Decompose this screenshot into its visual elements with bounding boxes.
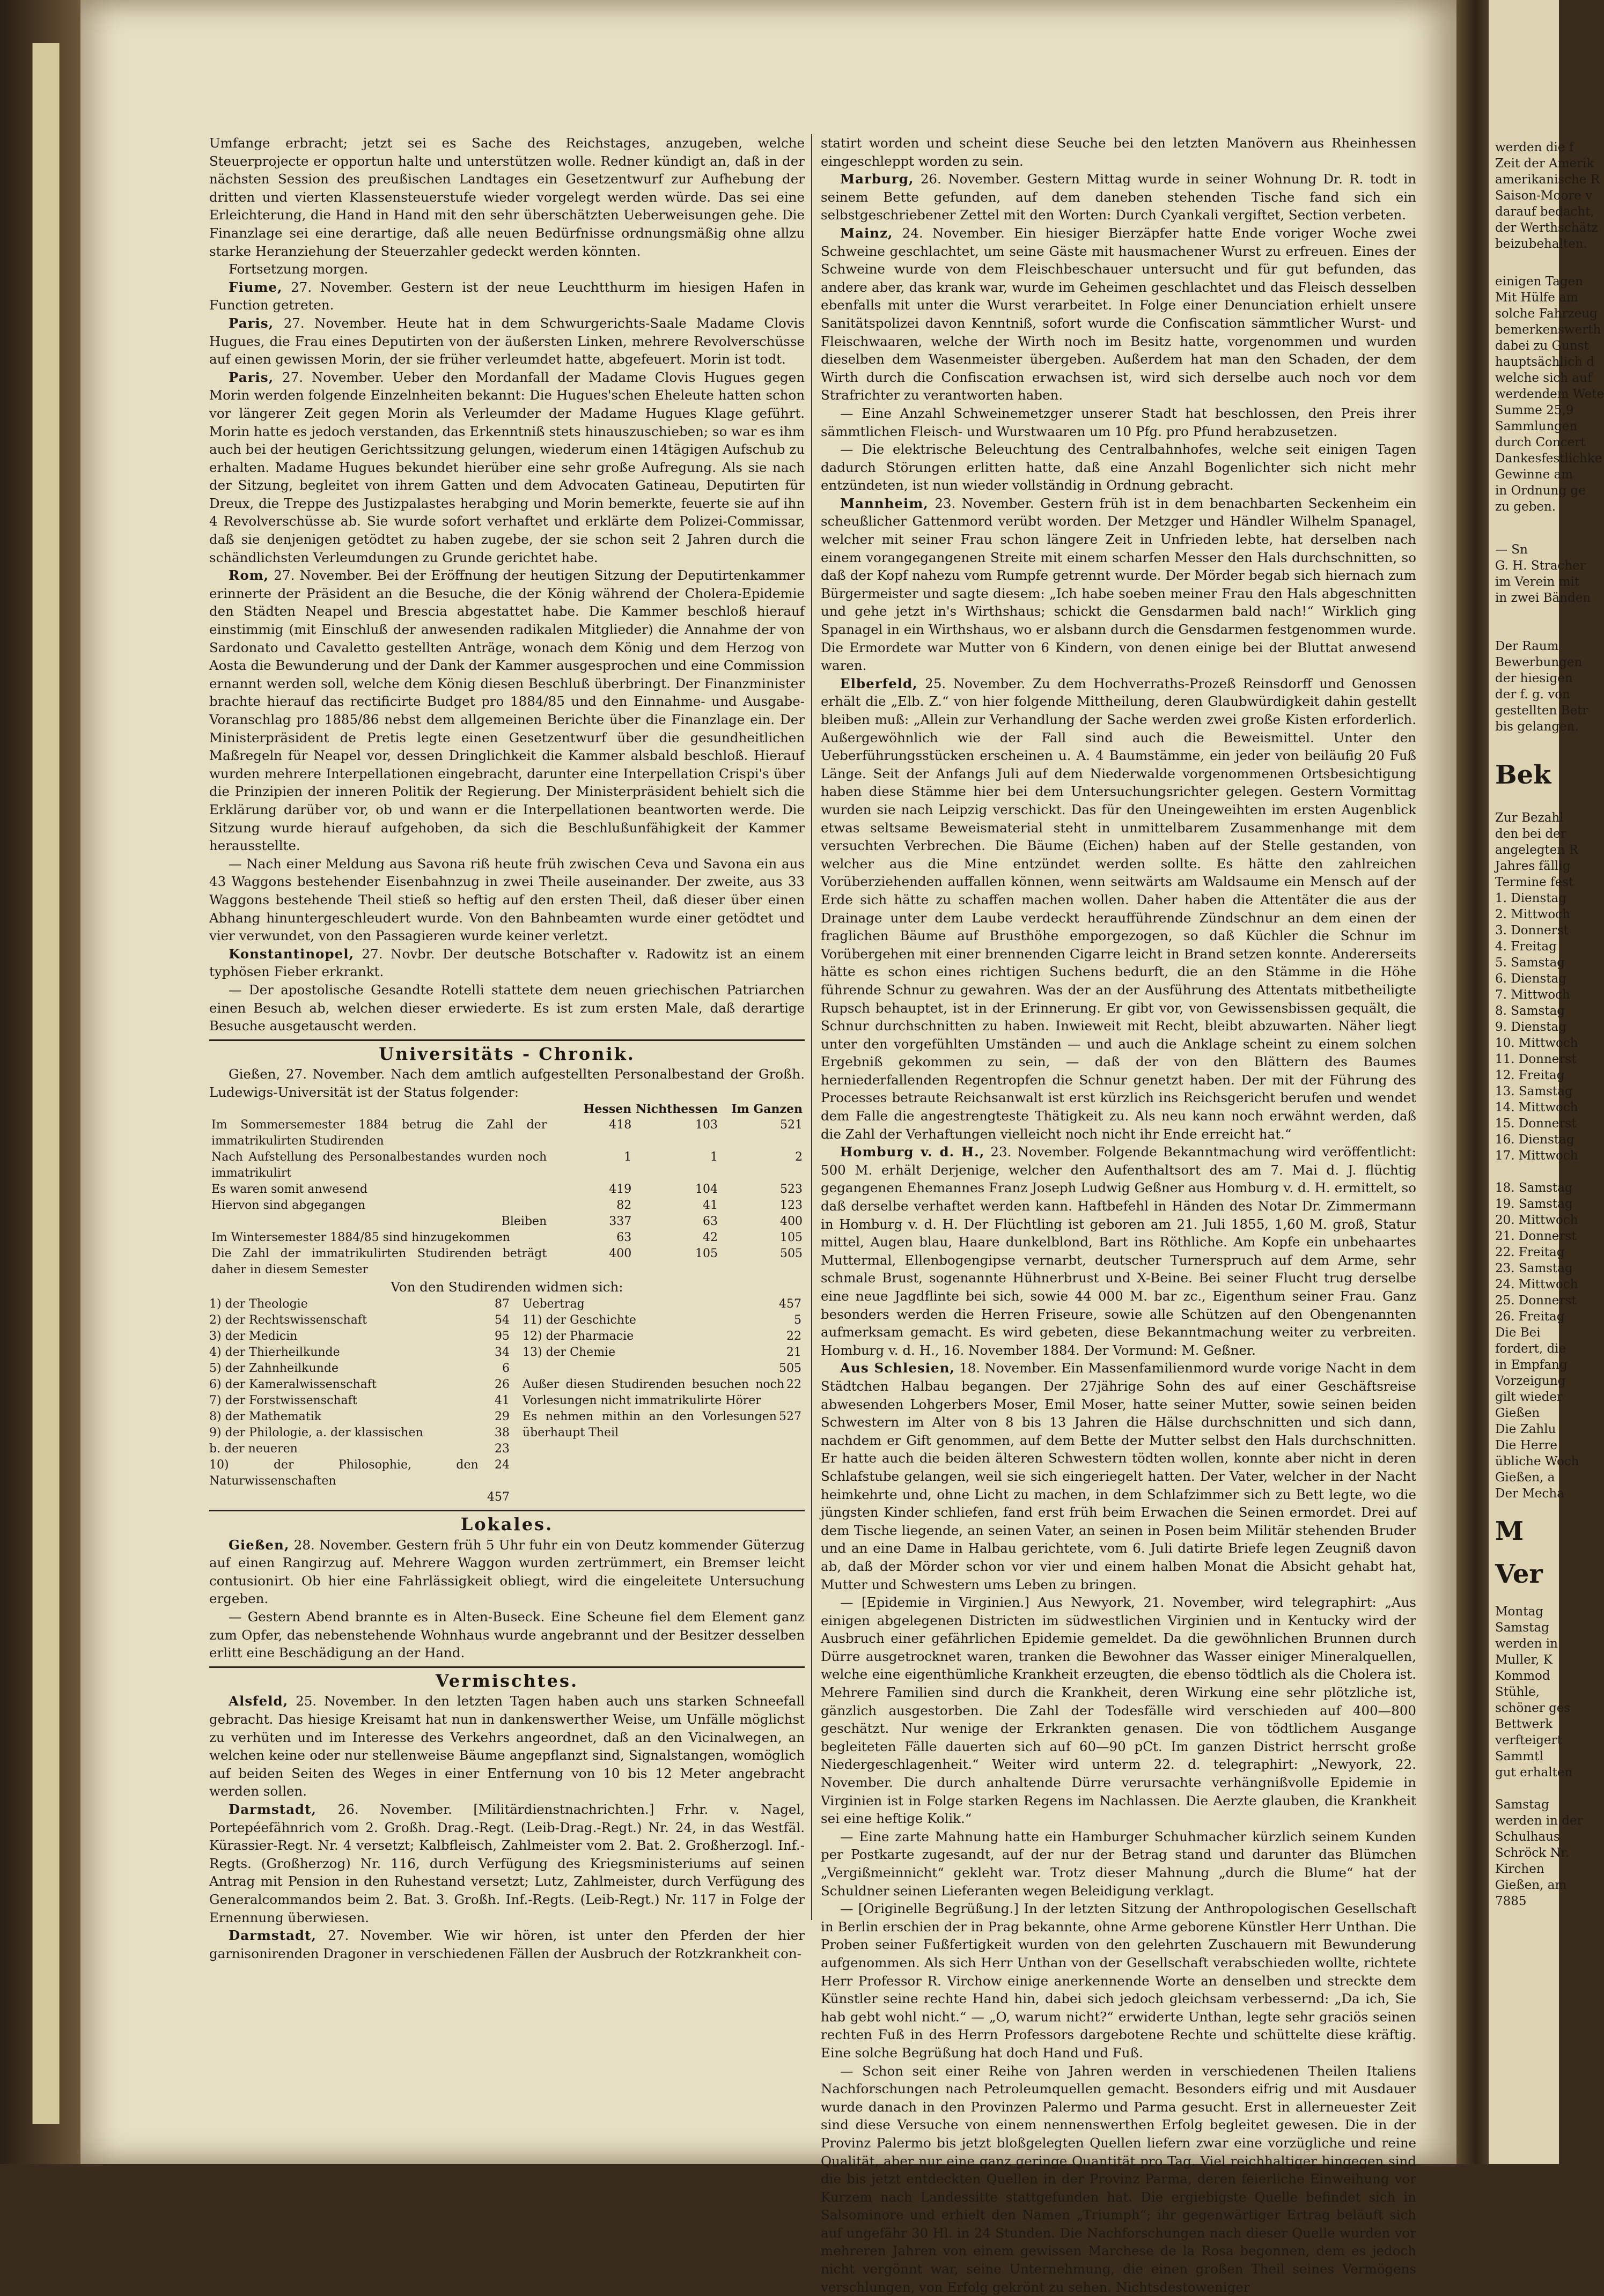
- article-text: 24. November. Ein hiesiger Bierzäpfer hatte Ende voriger Woche zwei Schweine geschlachtet, um seine Gäste mit hausmachener Wurst zu erfreuen. Eines der Schweine wurde von dem Fleischbeschauer untersucht und für gut befunden, das andere aber, das krank war, wurde im Geheimen geschlachtet und das Fleisch desselben ebenfalls mit unter die Wurst verarbeitet. In Folge einer Denunciation erhielt unsere Sanitätspolizei davon Kenntniß, sofort wurde die Confiscation sämmtlicher Wurst- und Fleischwaaren, welche der Wirth noch im Besitz hatte, vorgenommen und wurden dieselben dem Wasenmeister übergeben. Außerdem hat man den Schaden, der dem Wirth durch die Confiscation erwachsen ist, wird sich derselbe auch noch vor dem Strafrichter zu verantworten haben.: [821, 225, 1416, 403]
- adjacent-page-line: Samstag: [1495, 1621, 1549, 1635]
- dateline-place: Konstantinopel,: [229, 946, 355, 962]
- misc-news-paragraph: [209, 1926, 805, 1962]
- faculty-row: [209, 1441, 510, 1457]
- article-text: — Die elektrische Beleuchtung des Centralbahnhofes, welche seit einigen Tagen dadurch Störungen erlitten hatte, daß eine Anzahl Bogenlichter sich nicht mehr entzündeten, ist nun wieder vollständig in Ordnung gebracht.: [821, 441, 1416, 493]
- adjacent-page-line: 10. Mittwoch: [1495, 1036, 1578, 1050]
- row-value: 505: [780, 1247, 803, 1261]
- article-paragraph: [821, 170, 1416, 224]
- adjacent-page-line: Summe 25,9: [1495, 403, 1574, 417]
- adjacent-page-line: 18. Samstag: [1495, 1181, 1573, 1195]
- article-text: 23. November. Gestern früh ist in dem benachbarten Seckenheim ein scheußlicher Gattenmord verübt worden. Der Metzger und Händler Wilhelm Spanagel, welcher mit seiner Frau schon längere Zeit in Unfrieden lebte, hat derselben nach einem vorangegangenen Streite mit einem scharfen Messer den Hals durchschnitten, so daß der Kopf nahezu vom Rumpfe getrennt wurde. Der Mörder begab sich hiernach zum Bürgermeister und sagte diesem: „Ich habe soeben meiner Frau den Hals abgeschnitten und gehe jetzt in's Wirthshaus; schickt die Gensdarmen bald nach!“ Wirklich ging Spanagel in ein Wirthshaus, wo er alsbann durch die Gensdarmen festgenommen wurde. Die Ermordete war Mutter von 6 Kindern, von denen einige bei der Bluttat anwesend waren.: [821, 495, 1416, 674]
- adjacent-page-line: Muller, K: [1495, 1653, 1553, 1667]
- article-text: 28. November. Gestern früh 5 Uhr fuhr ein von Deutz kommender Güterzug auf einen Rangirzug auf. Mehrere Waggon wurden zertrümmert, ein Bremser leicht contusionirt. Ob hier eine Fahrlässigkeit obliegt, wird die eingeleitete Untersuchung ergeben.: [209, 1537, 805, 1607]
- row-label: Die Zahl der immatrikulirten Studirenden beträgt daher in diesem Semester: [211, 1247, 547, 1277]
- faculty-count: 34: [495, 1346, 510, 1360]
- article-text: Umfange erbracht; jetzt sei es Sache des Reichstages, anzugeben, welche Steuerprojecte er opportun halte und unterstützen wolle. Redner kündigt an, daß in der nächsten Session des preußischen Landtages ein Gesetzentwurf zur Aufhebung der dritten und vierten Klassensteuerstufe wieder vorgelegt werden würde. Das sei eine Erleichterung, die Hand in Hand mit den sehr überschätzten Ueberweisungen gehe. Die Finanzlage sei eine derartige, daß alle neuen Bedürfnisse ordnungsmäßig ohne allzu starke Heranziehung der Steuerzahler gedeckt werden könnten.: [209, 135, 805, 259]
- article-text: — Eine zarte Mahnung hatte ein Hamburger Schuhmacher kürzlich seinem Kunden per Postkarte zugesandt, auf der nur der Betrag stand und darunter das Blümchen „Vergißmeinnicht“ gekleht war. Trotz dieser Mahnung „durch die Blume“ hat der Schuldner seinen Lieferanten wegen Beleidigung verklagt.: [821, 1828, 1416, 1899]
- adjacent-page-heading: Bek: [1495, 760, 1551, 790]
- faculty-count: 6: [502, 1362, 510, 1376]
- faculty-row: [209, 1312, 510, 1328]
- article-text: 27. November. Wie wir hören, ist unter den Pferden der hier garnisonirenden Dragoner in verschiedenen Fällen der Ausbruch der Rotzkrankheit con-: [209, 1928, 805, 1961]
- adjacent-page-line: darauf bedacht,: [1495, 205, 1594, 219]
- book-gutter: [1456, 0, 1489, 2164]
- adjacent-page-line: Der Mecha: [1495, 1487, 1564, 1501]
- row-value: 123: [780, 1199, 803, 1213]
- row-value: 105: [780, 1231, 803, 1245]
- adjacent-page-heading: M: [1495, 1516, 1524, 1546]
- adjacent-page-line: beizubehalten.: [1495, 237, 1587, 251]
- row-label: Bleiben: [501, 1215, 547, 1229]
- faculty-label: 1) der Theologie: [209, 1297, 308, 1311]
- faculty-row: [523, 1361, 801, 1377]
- adjacent-page-line: welche sich auf: [1495, 371, 1592, 385]
- adjacent-page-line: 14. Mittwoch: [1495, 1101, 1578, 1114]
- adjacent-page-line: 25. Donnerst: [1495, 1294, 1577, 1308]
- university-intro: Gießen, 27. November. Nach dem amtlich aufgestellten Personalbestand der Großh. Ludewigs-Universität ist der Status folgender:: [209, 1066, 805, 1100]
- adjacent-page-line: gut erhalten: [1495, 1766, 1573, 1780]
- article-paragraph: [209, 314, 805, 368]
- faculty-label: 9) der Philologie, a. der klassischen: [209, 1426, 423, 1440]
- adjacent-page-line: Die Zahlu: [1495, 1422, 1556, 1436]
- article-paragraph: [821, 440, 1416, 494]
- article-text: 27. November. Bei der Eröffnung der heutigen Sitzung der Deputirtenkammer erinnerte der Präsident an die Besuche, die der König während der Cholera-Epidemie den Städten Neapel und Brescia abgestattet habe. Die Kammer beschloß hierauf einstimmig (mit Einschluß der anwesenden radikalen Mitglieder) die Annahme der von Sardonato und Cavaletto gestellten Anträge, wonach dem König und dem Herzog von Aosta die Bewunderung und der Dank der Kammer ausgesprochen und eine Commission ernannt werden soll, welche dem König diesen Beschluß überbringt. Der Finanzminister brachte hierauf das rectificirte Budget pro 1884/85 und den Einnahme- und Ausgabe-Voranschlag pro 1885/86 nebst dem allgemeinen Berichte über die Finanzlage ein. Der Ministerpräsident de Pretis legte einen Gesetzentwurf über die gesundheitlichen Maßregeln für Neapel vor, dessen Dringlichkeit die Kammer alsbald beschloß. Hierauf wurden mehrere Interpellationen eingebracht, darunter eine Interpellation Crispi's über die Prinzipien der inneren Politik der Regierung. Der Ministerpräsident behielt sich die Erklärung darüber vor, ob und wann er die Interpellationen beantworten werde. Die Sitzung wurde hierauf aufgehoben, da sich die Beschlußunfähigkeit der Kammer herausstellte.: [209, 567, 805, 854]
- article-paragraph: [821, 224, 1416, 404]
- adjacent-page-line: 16. Dienstag: [1495, 1133, 1574, 1147]
- adjacent-page-line: in Empfang: [1495, 1358, 1568, 1372]
- dateline-place: Paris,: [229, 369, 274, 385]
- article-text: 27. Novbr. Der deutsche Botschafter v. Radowitz ist an einem typhösen Fieber erkrankt.: [209, 946, 805, 980]
- table-row: [209, 1149, 805, 1182]
- article-text: — Der apostolische Gesandte Rotelli stattete dem neuen griechischen Patriarchen einen Besuch ab, welchen dieser erwiederte. Es ist zum ersten Male, daß derartige Besuche ausgetauscht werden.: [209, 981, 805, 1034]
- adjacent-page-line: Sammlungen: [1495, 419, 1578, 433]
- adjacent-page-line: 3. Donnerst: [1495, 924, 1569, 937]
- misc-news-paragraph: [209, 1692, 805, 1800]
- adjacent-page-line: werden in: [1495, 1637, 1558, 1651]
- article-paragraph: [209, 855, 805, 945]
- adjacent-page-line: Der Raum: [1495, 639, 1559, 653]
- row-value: 523: [780, 1183, 803, 1197]
- article-paragraph: [209, 368, 805, 567]
- faculty-count: 457: [487, 1490, 510, 1504]
- faculty-count: 41: [495, 1394, 510, 1408]
- adjacent-page-line: der f. g. von: [1495, 688, 1570, 702]
- faculty-label: Es nehmen mithin an den Vorlesungen überhaupt Theil: [523, 1410, 777, 1440]
- col-header-nichthessen: Nichthessen: [636, 1102, 718, 1117]
- row-value: 41: [703, 1199, 718, 1213]
- row-label: Es waren somit anwesend: [211, 1183, 367, 1197]
- faculty-row: [209, 1361, 510, 1377]
- adjacent-page-line: solche Fahrzeug: [1495, 307, 1598, 321]
- row-value: 104: [695, 1183, 718, 1197]
- article-paragraph: [821, 1900, 1416, 2062]
- faculty-label: 6) der Kameralwissenschaft: [209, 1378, 377, 1392]
- right-articles: [821, 134, 1416, 2296]
- dateline-place: Darmstadt,: [229, 1801, 317, 1817]
- article-text: 23. November. Folgende Bekanntmachung wird veröffentlicht: 500 M. erhält Derjenige, welcher den Aufenthaltsort des am 7. Mai d. J. flüchtig gegangenen Ehemannes Franz Joseph Ludwig Geßner aus Homburg v. d. H. ermittelt, so daß derselbe verhaftet werden kann. Haftbefehl in Händen des Notar Dr. Zimmermann in Homburg v. d. H. Der Flüchtling ist geboren am 21. Juli 1855, 1,60 M. groß, Statur mittel, Augen blau, Haare dunkelblond, Bart ins Röthliche. Am Kopfe ein unbehaartes Muttermal, Ellenbogengipse vernarbt, deutscher Turnerspruch auf dem Arme, sehr schmale Brust, sogenannte Hühnerbrust und X-Beine. Bei seiner Flucht trug derselbe eine neue Jagdflinte bei sich, sowie 44 000 M. bar zc., Eigenthum seiner Frau. Ganz besonders werden die Herren Friseure, sowie alle Schützen auf den Obengenannten aufmerksam gemacht. Es wird gebeten, diese Bekanntmachung weiter zu verbreiten. Homburg v. d. H., 16. November 1884. Der Vormund: M. Geßner.: [821, 1144, 1417, 1358]
- adjacent-page-line: werden die f: [1495, 141, 1574, 154]
- local-news-paragraph: [209, 1536, 805, 1608]
- adjacent-page-line: 7885: [1495, 1894, 1527, 1908]
- adjacent-page-line: Samstag: [1495, 1798, 1549, 1812]
- adjacent-page-edge: [1489, 0, 1604, 2164]
- university-chronicle-heading: Universitäts - Chronik.: [379, 1043, 635, 1064]
- table-row: [209, 1214, 805, 1230]
- faculty-count: 23: [495, 1442, 510, 1456]
- table-row: [209, 1117, 805, 1149]
- article-text: — Nach einer Meldung aus Savona riß heute früh zwischen Ceva und Savona ein aus 43 Waggons bestehender Eisenbahnzug in zwei Theile auseinander. Der zweite, aus 33 Waggons bestehende Theil stieß so heftig auf den ersten Theil, daß dieser über einen Abhang hinuntergeschleudert wurde. Von den Bahnbeamten wurde einer getödtet und vier verwundet, von den Passagieren wurde keiner verletzt.: [209, 855, 805, 944]
- row-value: 63: [703, 1215, 718, 1229]
- article-paragraph: [209, 566, 805, 855]
- adjacent-page-line: 4. Freitag: [1495, 940, 1557, 954]
- row-value: 1: [710, 1150, 718, 1164]
- adjacent-page-line: 20. Mittwoch: [1495, 1213, 1578, 1227]
- faculty-row: [209, 1296, 510, 1312]
- adjacent-page-line: in Ordnung ge: [1495, 484, 1586, 498]
- faculties-right: [523, 1296, 801, 1505]
- col-header-im-ganzen: Im Ganzen: [731, 1102, 803, 1117]
- faculties-grid: [209, 1296, 805, 1505]
- article-paragraph: [821, 494, 1416, 675]
- adjacent-page-line: der Werthschätz: [1495, 221, 1598, 235]
- adjacent-page-line: 23. Samstag: [1495, 1261, 1573, 1275]
- adjacent-page-line: Stühle,: [1495, 1685, 1540, 1699]
- adjacent-page-line: 11. Donnerst: [1495, 1052, 1577, 1066]
- faculty-count: 29: [495, 1410, 510, 1424]
- lokales-heading: Lokales.: [460, 1514, 554, 1535]
- faculty-count: 5: [794, 1313, 801, 1327]
- adjacent-page-line: 2. Mittwoch: [1495, 907, 1570, 921]
- column-divider: [811, 134, 812, 1920]
- row-value: 2: [795, 1150, 803, 1164]
- adjacent-page-line: 5. Samstag: [1495, 956, 1565, 970]
- row-value: 105: [695, 1247, 718, 1261]
- article-paragraph: [821, 134, 1416, 170]
- adjacent-page-line: Gießen, am: [1495, 1878, 1567, 1892]
- dateline-place: Homburg v. d. H.,: [840, 1144, 985, 1160]
- article-text: 18. November. Ein Massenfamilienmord wurde vorige Nacht in dem Städtchen Halbau begangen. Der 27jährige Sohn des auf einer Geschäftsreise abwesenden Lohgerbers Moser, Emil Moser, hatte seiner Mutter, sowie seinen beiden Schwestern im Alter von 8 bis 13 Jahren die Hälse durchschnitten und sich dann, nachdem er Gift genommen, auf dem Bette der Mutter selbst den Hals durchschnitten. Er hatte auch die beiden älteren Schwestern tödten wollen, konnte aber nicht in deren Schlafstube gelangen, weil sie sich eingeriegelt hatten. Der Vater, welcher in der Nacht heimkehrte und, ohne Licht zu machen, in dem Schlafzimmer sich zu Bett legte, wo die jüngsten Kinder schliefen, fand erst früh beim Erwachen die Seinen ermordet. Drei auf dem Tische liegende, an seinen Vater, an seinen in Posen beim Militär stehenden Bruder und an eine Dame in Halbau gerichtete, vom 6. Juli datirte Briefe legen Zeugniß davon ab, daß der Mörder schon vor vier und einem halben Monat die Absicht gehabt hat, Mutter und Schwestern ums Leben zu bringen.: [821, 1360, 1417, 1592]
- article-text: 27. November. Ueber den Mordanfall der Madame Clovis Hugues gegen Morin werden folgende Einzelnheiten bekannt: Die Hugues'schen Eheleute hatten schon vor längerer Zeit gegen Morin als Verleumder der Madame Hugues Klage geführt. Morin hatte es jedoch verstanden, das Erkenntniß stets hinauszuschieben; so war es ihm auch bei der heutigen Gerichtssitzung gelungen, wiederum einen 14tägigen Aufschub zu erhalten. Madame Hugues bekundet hierüber eine sehr große Aufregung. Als sie nach der Sitzung, begleitet von ihrem Gatten und dem Advocaten Gatineau, Deputirten für Dreux, die Treppe des Justizpalastes herabging und Morin bemerkte, feuerte sie auf ihn 4 Revolverschüsse ab. Sie wurde sofort verhaftet und erklärte dem Polizei-Commissar, daß sie denjenigen getödtet zu haben zugebe, der sie schon seit 2 Jahren durch die schändlichsten Verleumdungen zu Grunde gerichtet habe.: [209, 369, 805, 565]
- article-text: — [Originelle Begrüßung.] In der letzten Sitzung der Anthropologischen Gesellschaft in Berlin erschien der in Prag bekannte, ohne Arme geborene Künstler Herr Unthan. Die Proben seiner Fußfertigkeit wurden von den gelehrten Zuschauern mit Bewunderung aufgenommen. Als sich Herr Unthan von der Gesellschaft verabschieden wollte, richtete Herr Professor R. Virchow einige anerkennende Worte an denselben und streckte dem Künstler seine rechte Hand hin, dabei sich jedoch gleichsam verbessernd: „Da ich, Sie hab gebt wohl nicht.“ — „O, warum nicht?“ erwiderte Unthan, legte sehr graciös seinen rechten Fuß in des Herrn Professors dargebotene Rechte und schüttelte diese kräftig. Eine solche Begrüßung hat doch Hand und Fuß.: [821, 1901, 1416, 2061]
- vermischtes-heading: Vermischtes.: [435, 1670, 579, 1691]
- faculty-count: 95: [495, 1330, 510, 1343]
- adjacent-page-line: G. H. Stracher: [1495, 559, 1586, 573]
- faculty-label: 10) der Philosophie, den Naturwissenschaften: [209, 1458, 479, 1488]
- row-label: Hiervon sind abgegangen: [211, 1199, 366, 1213]
- section-rule: [209, 1510, 805, 1511]
- article-paragraph: [821, 1593, 1416, 1828]
- article-paragraph: [209, 260, 805, 278]
- adjacent-page-line: Schulhaus: [1495, 1830, 1560, 1844]
- row-label: Nach Aufstellung des Personalbestandes wurden noch immatrikulirt: [211, 1150, 547, 1180]
- faculty-label: 2) der Rechtswissenschaft: [209, 1313, 367, 1327]
- adjacent-page-line: 13. Samstag: [1495, 1084, 1573, 1098]
- adjacent-page-line: Saison-Moore v: [1495, 189, 1593, 203]
- misc-news-paragraph: [209, 1800, 805, 1926]
- faculty-row: [209, 1409, 510, 1425]
- adjacent-page-line: Die Herre: [1495, 1438, 1557, 1452]
- adjacent-page-line: Gewinne am: [1495, 468, 1573, 482]
- faculty-count: 22: [786, 1330, 801, 1343]
- dateline-place: Marburg,: [840, 171, 914, 187]
- adjacent-page-line: 8. Samstag: [1495, 1004, 1565, 1018]
- faculty-count: 527: [779, 1410, 801, 1424]
- dateline-place: Paris,: [229, 315, 274, 331]
- university-status-table: [209, 1101, 805, 1278]
- faculty-row: [523, 1377, 801, 1409]
- row-value: 82: [616, 1199, 632, 1213]
- faculty-row: [523, 1409, 801, 1441]
- adjacent-page-line: Schröck Nr.: [1495, 1846, 1570, 1860]
- faculty-count: 87: [495, 1297, 510, 1311]
- adjacent-page-line: einigen Tagen: [1495, 275, 1584, 289]
- adjacent-page-line: Gießen, a: [1495, 1471, 1555, 1485]
- faculty-row: [209, 1393, 510, 1409]
- faculty-label: 13) der Chemie: [523, 1346, 616, 1360]
- article-text: — Schon seit einer Reihe von Jahren werden in verschiedenen Theilen Italiens Nachforschungen nach Petroleumquellen gemacht. Besonders eifrig und mit Ausdauer wurde danach in den Provinzen Palermo und Parma gesucht. Erst in allerneuester Zeit sind diese Versuche von einem nennenswerthen Erfolg begleitet gewesen. Die in der Provinz Palermo bis jetzt bloßgelegten Quellen liefern zwar eine vorzügliche und reine Qualität, aber nur eine ganz geringe Quantität pro Tag. Viel reichhaltiger hingegen sind die bis jetzt entdeckten Quellen in der Provinz Parma, deren feierliche Einweihung vor Kurzem nach Landessitte stattgefunden hat. Die ergiebigste Quelle befindet sich in Salsominore und erhielt den Namen „Triumph“; ihr gegenwärtiger Ertrag beläuft sich auf ungefähr 30 Hl. in 24 Stunden. Die Nachforschungen nach dieser Quelle wurden vor mehreren Jahren von einem gewissen Marchese de la Rosa begonnen, dem es jedoch nicht vergönnt war, seine Unternehmung, die einen großen Theil seines Vermögens verschlungen, von Erfolg gekrönt zu sehen. Nichtsdestoweniger: [821, 2063, 1416, 2295]
- adjacent-page-line: Sammtl: [1495, 1749, 1543, 1763]
- adjacent-page-line: Bewerbungen: [1495, 655, 1583, 669]
- row-value: 103: [695, 1118, 718, 1132]
- lokales-articles: [209, 1536, 805, 1662]
- article-text: 25. November. Zu dem Hochverraths-Prozeß Reinsdorff und Genossen erhält die „Elb. Z.“ von hier folgende Mittheilung, deren Glaubwürdigkeit dahin gestellt bleiben muß: „Allein zur Verhandlung der Sache werden zwei große Kisten erforderlich. Außergewöhnlich wie der Fall sind auch die Beweismittel. Unter den Ueberführungsstücken erscheinen u. A. 4 Baumstämme, ein jeder von beiläufig 20 Fuß Länge. Seit der Anfangs Juli auf dem Niederwalde vorgenommenen Ortsbesichtigung haben diese Stämme hier bei dem Untersuchungsrichter gelegen. Gestern Vormittag wurden sie nach Leipzig verschickt. Das für den Uneingeweihten im ersten Augenblick etwas seltsame Beweismaterial steht in unmittelbarem Zusammenhange mit dem versuchten Verbrechen. Die Bäume (Eichen) haben auf der Stelle gestanden, von welcher aus die Mine entzündet werden sollte. Es hätte den zahlreichen Vorüberziehenden auffallen können, wenn seitwärts am Waldsaume ein Mensch auf der Erde sich hätte zu schaffen machen wollen. Daher haben die Attentäter die aus der Drainage unter dem Laube verdeckt heraufführende Zündschnur an dem einen der fraglichen Bäume auf Brusthöhe emporgezogen, so daß Küchler die Schnur im Vorübergehen mit einer brennenden Cigarre leicht in Brand setzen konnte. Andererseits hätte es schon eines richtigen Suchens bedurft, die an den Stämme in die Höhe führende Schnur zu gewahren. Was der an der Ausführung des Attentats mitbetheiligte Rupsch behauptet, ist in der Erinnerung. Er gibt vor, von Gewissensbissen gequält, die Schnur durchschnitten zu haben. Inwieweit mit Recht, bleibt abzuwarten. Näher liegt unter den vorgefühlten Umständen — und auch die Anklage scheint zu einem solchen Ergebniß gekommen zu sein, — daß der von den Blättern des Baumes herniederfallenden Regentropfen die Schnur genetzt haben. Der mit der Führung des Processes betraute Reichsanwalt ist erst kürzlich ins Reichsgericht berufen und wendet dem Falle die angestrengteste Thätigkeit zu. Als neu kann noch erwähnt werden, daß die Zahl der Verhaftungen vielleicht noch nicht ihr Ende erreicht hat.“: [821, 675, 1416, 1142]
- adjacent-page-line: Zur Bezahl: [1495, 811, 1564, 825]
- article-paragraph: [821, 2062, 1416, 2296]
- faculty-label: Außer diesen Studirenden besuchen noch Vorlesungen nicht immatrikulirte Hörer: [523, 1378, 785, 1408]
- adjacent-page-line: der hiesigen: [1495, 671, 1573, 685]
- faculty-label: 4) der Thierheilkunde: [209, 1346, 340, 1360]
- adjacent-page-line: Bettwerk: [1495, 1717, 1553, 1731]
- article-paragraph: [209, 134, 805, 260]
- faculty-row: [209, 1457, 510, 1489]
- adjacent-page-line: gilt wieder: [1495, 1390, 1563, 1404]
- adjacent-page-line: 9. Dienstag: [1495, 1020, 1566, 1034]
- faculty-count: 505: [779, 1362, 801, 1376]
- faculty-count: 24: [495, 1458, 510, 1472]
- adjacent-page-line: 7. Mittwoch: [1495, 988, 1570, 1002]
- row-value: 337: [609, 1215, 632, 1229]
- faculty-label: 7) der Forstwissenschaft: [209, 1394, 357, 1408]
- dateline-place: Gießen,: [229, 1537, 290, 1553]
- table-row: [209, 1246, 805, 1278]
- adjacent-page-line: 6. Dienstag: [1495, 972, 1566, 986]
- faculty-row: [209, 1377, 510, 1393]
- faculty-count: 38: [495, 1426, 510, 1440]
- adjacent-page-line: 1. Dienstag: [1495, 891, 1566, 905]
- adjacent-page-line: Gießen: [1495, 1406, 1540, 1420]
- article-text: — Gestern Abend brannte es in Alten-Buseck. Eine Scheune fiel dem Element ganz zum Opfer, das nebenstehende Wohnhaus wurde angebrannt und der Besitzer desselben erlitt eine Beschädigung an der Hand.: [209, 1609, 805, 1661]
- row-value: 42: [703, 1231, 718, 1245]
- adjacent-page-line: zu geben.: [1495, 500, 1556, 514]
- faculty-label: Uebertrag: [523, 1297, 585, 1311]
- article-paragraph: [821, 1359, 1416, 1593]
- article-text: — [Epidemie in Virginien.] Aus Newyork, 21. November, wird telegraphirt: „Aus einigen abgelegenen Districten im südwestlichen Virginien und in Kentucky wird der Ausbruch einer gefährlichen Epidemie gemeldet. Da die gewöhnlichen Brunnen durch Dürre ausgetrocknet waren, tranken die Bewohner das Wasser einiger Mineralquellen, welche eine eigenthümliche Krankheit erzeugten, die ebenso tödtlich als die Cholera ist. Mehrere Familien sind durch die Krankheit, deren Wirkung eine sehr plötzliche ist, gänzlich ausgestorben. Die Zahl der Todesfälle wird verschieden auf 400—800 geschätzt. Nur wenige der Erkrankten genasen. Die von tödtlichem Ausgange begleiteten Fälle dauerten sich auf 60—90 pCt. Im ganzen District herrscht große Niedergeschlagenheit.“ Weiter wird unterm 22. d. telegraphirt: „Newyork, 22. November. Die durch anhaltende Dürre verursachte verhängnißvolle Epidemie in Virginien ist in Folge starken Regens im Nachlassen. Die Aerzte glauben, die Krankheit sei eine heftige Kolik.“: [821, 1594, 1416, 1827]
- adjacent-page-line: 24. Mittwoch: [1495, 1278, 1578, 1291]
- article-paragraph: [209, 278, 805, 314]
- adjacent-page-line: angelegten R: [1495, 843, 1578, 857]
- article-paragraph: [209, 945, 805, 981]
- row-label: Im Wintersemester 1884/85 sind hinzugekommen: [211, 1231, 510, 1245]
- adjacent-page-line: 15. Donnerst: [1495, 1117, 1577, 1131]
- article-text: 26. November. Gestern Mittag wurde in seiner Wohnung Dr. R. todt in seinem Bette gefunden, auf dem daneben stehenden Tische fand sich ein selbstgeschriebener Zettel mit den Worten: Durch Cyankali vergiftet, Section verbeten.: [821, 171, 1416, 223]
- book-spine: [0, 0, 80, 2164]
- article-paragraph: [821, 675, 1416, 1143]
- adjacent-page-line: bis gelangen.: [1495, 720, 1579, 734]
- adjacent-page-line: fordert, die: [1495, 1342, 1566, 1356]
- faculties-left: [209, 1296, 510, 1505]
- adjacent-page-line: verfteigert: [1495, 1733, 1562, 1747]
- spine-strip: [32, 43, 60, 2124]
- dateline-place: Aus Schlesien,: [840, 1360, 955, 1376]
- article-paragraph: [821, 1143, 1416, 1359]
- article-paragraph: [821, 1828, 1416, 1900]
- adjacent-page-line: durch Concert: [1495, 435, 1586, 449]
- local-news-paragraph: [209, 1608, 805, 1662]
- row-value: 400: [780, 1215, 803, 1229]
- adjacent-page-line: Jahres fällig: [1495, 859, 1571, 873]
- row-value: 521: [780, 1118, 803, 1132]
- left-column: [209, 134, 805, 1962]
- faculty-row: [209, 1489, 510, 1505]
- article-text: statirt worden und scheint diese Seuche bei den letzten Manövern aus Rheinhessen eingeschleppt worden zu sein.: [821, 135, 1416, 169]
- article-text: 27. November. Gestern ist der neue Leuchtthurm im hiesigen Hafen in Function getreten.: [209, 279, 805, 313]
- adjacent-page-line: Die Bei: [1495, 1326, 1541, 1340]
- adjacent-page-line: bemerkenswerth: [1495, 323, 1601, 337]
- adjacent-page-line: Dankesfestlichke: [1495, 452, 1602, 466]
- adjacent-page-line: gestellten Betr: [1495, 704, 1588, 718]
- dateline-place: Alsfeld,: [229, 1693, 289, 1709]
- faculty-label: b. der neueren: [209, 1442, 298, 1456]
- row-value: 63: [616, 1231, 632, 1245]
- adjacent-page-line: Zeit der Amerik: [1495, 157, 1594, 171]
- adjacent-page-line: im Verein mit: [1495, 575, 1580, 589]
- faculties-title: Von den Studirenden widmen sich:: [391, 1279, 623, 1295]
- adjacent-page-line: dabei zu Gunst: [1495, 339, 1589, 353]
- article-text: Fortsetzung morgen.: [229, 261, 369, 277]
- row-value: 400: [609, 1247, 632, 1261]
- adjacent-page-line: Kirchen: [1495, 1862, 1544, 1876]
- adjacent-page-line: — Sn: [1495, 543, 1528, 557]
- adjacent-page-line: schöner ges: [1495, 1701, 1571, 1715]
- dateline-place: Mainz,: [840, 225, 893, 241]
- faculty-row: [523, 1328, 801, 1345]
- faculty-label: 3) der Medicin: [209, 1330, 298, 1343]
- adjacent-page-line: Kommod: [1495, 1669, 1550, 1683]
- dateline-place: Mannheim,: [840, 495, 929, 511]
- faculty-row: [523, 1345, 801, 1361]
- adjacent-page-line: Montag: [1495, 1605, 1543, 1619]
- faculty-count: 21: [786, 1346, 801, 1360]
- article-paragraph: [821, 404, 1416, 440]
- article-paragraph: [209, 981, 805, 1035]
- faculty-count: 26: [495, 1378, 510, 1392]
- faculty-label: 11) der Geschichte: [523, 1313, 636, 1327]
- adjacent-page-heading: Ver: [1495, 1559, 1543, 1589]
- adjacent-page-line: 22. Freitag: [1495, 1245, 1565, 1259]
- adjacent-page-line: Termine fest: [1495, 875, 1574, 889]
- faculty-count: 22: [786, 1378, 801, 1392]
- faculty-row: [523, 1296, 801, 1312]
- adjacent-page-line: 21. Donnerst: [1495, 1229, 1577, 1243]
- section-rule: [209, 1039, 805, 1041]
- adjacent-page-line: Mit Hülfe am: [1495, 291, 1578, 305]
- adjacent-page-line: 19. Samstag: [1495, 1197, 1573, 1211]
- adjacent-page-line: hauptsächlich d: [1495, 355, 1594, 369]
- faculty-count: 457: [779, 1297, 801, 1311]
- col-header-hessen: Hessen: [583, 1102, 632, 1117]
- dateline-place: Fiume,: [229, 279, 283, 295]
- faculty-label: 8) der Mathematik: [209, 1410, 322, 1424]
- faculty-label: 12) der Pharmacie: [523, 1330, 634, 1343]
- article-text: — Eine Anzahl Schweinemetzger unserer Stadt hat beschlossen, den Preis ihrer sämmtlichen Fleisch- und Wurstwaaren um 10 Pfg. pro Pfund herabzusetzen.: [821, 405, 1416, 439]
- table-row: [209, 1198, 805, 1214]
- adjacent-page-line: 12. Freitag: [1495, 1068, 1565, 1082]
- adjacent-page-line: werdendem Wete: [1495, 387, 1604, 401]
- row-label: Im Sommersemester 1884 betrug die Zahl der immatrikulirten Studirenden: [211, 1118, 547, 1148]
- faculty-count: 54: [495, 1313, 510, 1327]
- table-header-row: [209, 1101, 805, 1117]
- faculty-label: 5) der Zahnheilkunde: [209, 1362, 339, 1376]
- article-text: 27. November. Heute hat in dem Schwurgerichts-Saale Madame Clovis Hugues, die Frau eines Deputirten von der äußersten Linken, mehrere Revolverschüsse auf einen gewissen Morin, der sie früher verleumdet hatte, abgefeuert. Morin ist todt.: [209, 315, 805, 367]
- dateline-place: Darmstadt,: [229, 1928, 317, 1944]
- row-value: 419: [609, 1183, 632, 1197]
- table-row: [209, 1182, 805, 1198]
- row-value: 418: [609, 1118, 632, 1132]
- adjacent-page-line: amerikanische R: [1495, 173, 1600, 187]
- row-value: 1: [624, 1150, 632, 1164]
- adjacent-page-line: den bei der: [1495, 827, 1566, 841]
- adjacent-page-line: Vorzeigung: [1495, 1374, 1566, 1388]
- article-text: 26. November. [Militärdienstnachrichten.] Frhr. v. Nagel, Portepéefähnrich vom 2. Großh. Drag.-Regt. (Leib-Drag.-Regt.) Nr. 24, in das Westfäl. Kürassier-Regt. Nr. 4 versetzt; Kalbfleisch, Zahlmeister vom 2. Bat. 2. Großherzogl. Inf.-Regts. (Großherzog) Nr. 116, durch Verfügung des Kriegsministeriums auf seinen Antrag mit Pension in den Ruhestand versetzt; Lutz, Zahlmeister, durch Verfügung des Generalcommandos beim 2. Bat. 3. Großh. Inf.-Regts. (Leib-Regt.) Nr. 117 in Folge der Ernennung überwiesen.: [209, 1801, 805, 1925]
- left-articles: [209, 134, 805, 1035]
- adjacent-page-line: werden in der: [1495, 1814, 1583, 1828]
- adjacent-page-line: 26. Freitag: [1495, 1310, 1565, 1324]
- adjacent-page-line: in zwei Bänden: [1495, 591, 1591, 605]
- faculty-row: [209, 1328, 510, 1345]
- dateline-place: Rom,: [229, 567, 269, 584]
- dateline-place: Elberfeld,: [840, 675, 918, 691]
- adjacent-page-line: 17. Mittwoch: [1495, 1149, 1578, 1163]
- section-rule: [209, 1666, 805, 1668]
- vermischtes-articles: [209, 1692, 805, 1962]
- adjacent-page-line: übliche Woch: [1495, 1455, 1579, 1468]
- faculty-row: [209, 1425, 510, 1441]
- article-text: 25. November. In den letzten Tagen haben auch uns starken Schneefall gebracht. Das hiesige Kreisamt hat nun in dankenswerther Weise, um Unfälle möglichst zu verhüten und im Interesse des Verkehrs angeordnet, daß an den Vicinalwegen, an welchen keine oder nur stellenweise Bäume angepflanzt sind, Signalstangen, womöglich auf beiden Seiten des Weges in einer Entfernung von 10 bis 12 Meter angebracht werden sollen.: [209, 1693, 805, 1799]
- faculty-row: [523, 1312, 801, 1328]
- faculty-row: [209, 1345, 510, 1361]
- right-column: [821, 134, 1416, 2296]
- table-row: [209, 1230, 805, 1246]
